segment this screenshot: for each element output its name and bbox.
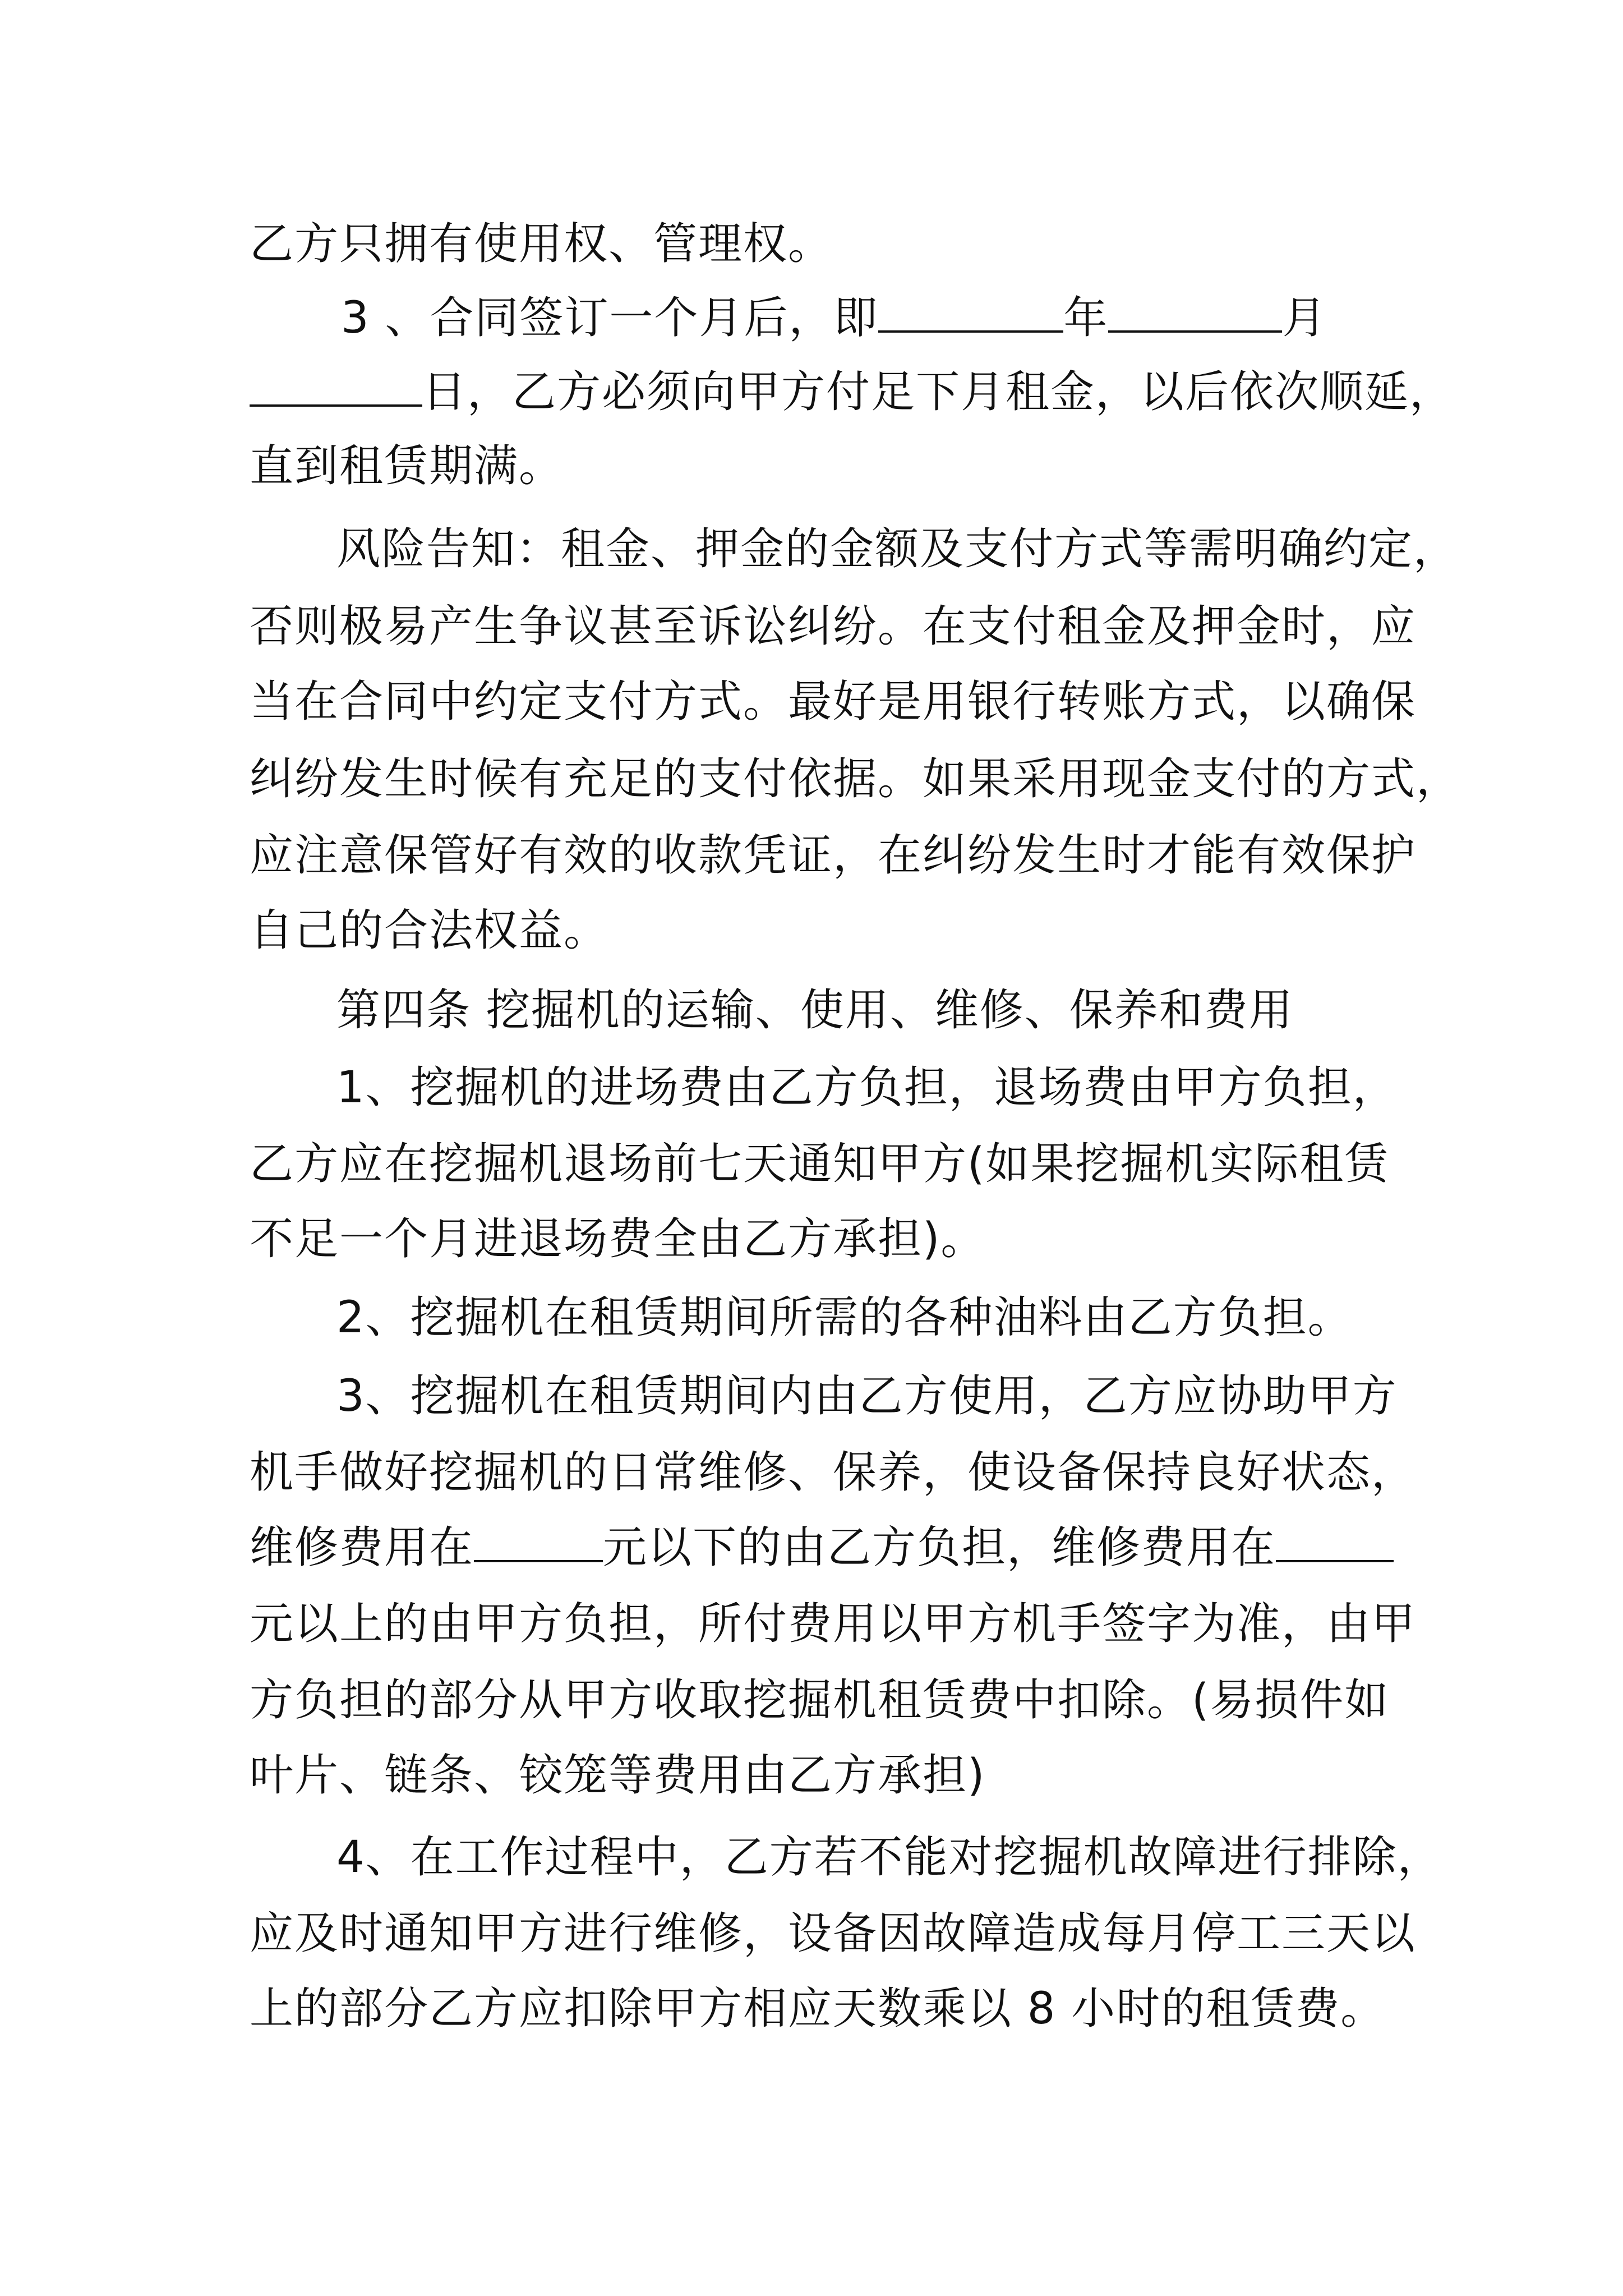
- paragraph-line: 上的部分乙方应扣除甲方相应天数乘以 8 小时的租赁费。: [250, 1984, 1386, 2034]
- paragraph-line: 4、在工作过程中，乙方若不能对挖掘机故障进行排除，: [336, 1832, 1442, 1883]
- paragraph-line: 应注意保管好有效的收款凭证，在纠纷发生时才能有效保护: [250, 830, 1417, 881]
- paragraph-line: 机手做好挖掘机的日常维修、保养，使设备保持良好状态，: [250, 1447, 1417, 1498]
- paragraph-line: 应及时通知甲方进行维修，设备因故障造成每月停工三天以: [250, 1908, 1417, 1959]
- paragraph-line: 风险告知：租金、押金的金额及支付方式等需明确约定，: [336, 524, 1459, 574]
- paragraph-line: 不足一个月进退场费全由乙方承担)。: [250, 1214, 986, 1264]
- paragraph-line: 1、挖掘机的进场费由乙方负担，退场费由甲方负担，: [336, 1062, 1398, 1113]
- paragraph-line: [250, 361, 1455, 423]
- clause-3-line: [341, 287, 1485, 349]
- day-text: 日，乙方必须向甲方付足下月租金，以后依次顺延，: [422, 367, 1455, 417]
- paragraph-line: 纠纷发生时候有充足的支付依据。如果采用现金支付的方式，: [250, 754, 1461, 804]
- amount-blank-lower: [474, 1521, 603, 1562]
- section-heading: 第四条 挖掘机的运输、使用、维修、保养和费用: [336, 985, 1294, 1036]
- month-label: 月: [1282, 293, 1327, 343]
- day-blank: [250, 365, 422, 407]
- repair-cost-middle: 元以下的由乙方负担，维修费用在: [603, 1522, 1276, 1573]
- year-blank: [878, 291, 1063, 333]
- paragraph-line: 直到租赁期满。: [250, 441, 564, 491]
- month-blank: [1108, 291, 1282, 333]
- paragraph-line: 当在合同中约定支付方式。最好是用银行转账方式，以确保: [250, 677, 1417, 727]
- paragraph-line: 乙方只拥有使用权、管理权。: [250, 219, 833, 269]
- paragraph-line: 乙方应在挖掘机退场前七天通知甲方(如果挖掘机实际租赁: [250, 1139, 1390, 1189]
- amount-blank-upper: [1276, 1521, 1394, 1562]
- paragraph-line: 方负担的部分从甲方收取挖掘机租赁费中扣除。(易损件如: [250, 1675, 1390, 1726]
- paragraph-line: 否则极易产生争议甚至诉讼纠纷。在支付租金及押金时，应: [250, 601, 1417, 652]
- paragraph-line: 3、挖掘机在租赁期间内由乙方使用，乙方应协助甲方: [336, 1371, 1398, 1421]
- paragraph-line: 叶片、链条、铰笼等费用由乙方承担): [250, 1750, 986, 1801]
- year-label: 年: [1063, 293, 1109, 343]
- paragraph-line: 元以上的由甲方负担，所付费用以甲方机手签字为准，由甲: [250, 1599, 1417, 1649]
- repair-cost-label: 维修费用在: [250, 1522, 474, 1573]
- paragraph-line: 自己的合法权益。: [250, 905, 609, 956]
- paragraph-line: 2、挖掘机在租赁期间所需的各种油料由乙方负担。: [336, 1292, 1353, 1343]
- repair-cost-line: [250, 1517, 1394, 1579]
- clause-3-text: 3 、合同签订一个月后，即: [341, 293, 879, 343]
